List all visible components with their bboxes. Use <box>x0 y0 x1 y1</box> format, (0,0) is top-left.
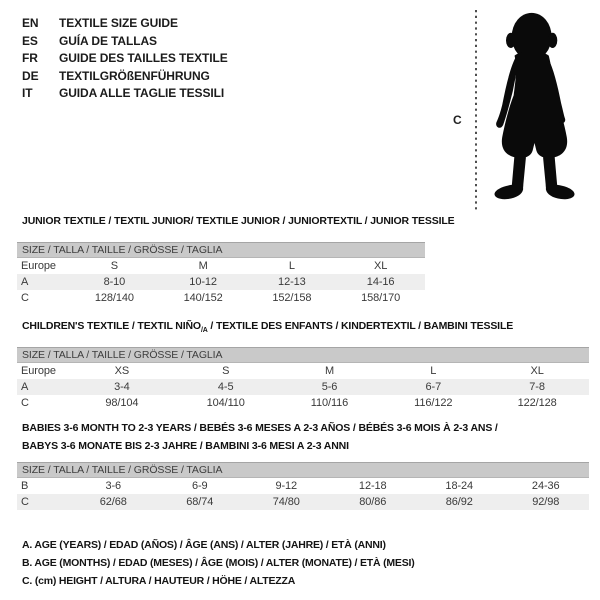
size-cell: L <box>430 365 437 377</box>
size-cell: 92/98 <box>532 496 560 508</box>
height-marker-label: C <box>453 113 462 127</box>
row-label: A <box>21 381 29 393</box>
legend-line-a: A. AGE (YEARS) / EDAD (AÑOS) / ÂGE (ANS) / ALTER (JAHRE) / ETÀ (ANNI) <box>22 539 386 551</box>
size-figure <box>440 4 592 216</box>
size-cell: 4-5 <box>217 381 234 393</box>
legend <box>22 536 415 590</box>
size-cell: 104/110 <box>206 397 245 409</box>
language-label: TEXTILE SIZE GUIDE <box>59 16 178 30</box>
row-label: C <box>21 397 29 409</box>
table-row <box>17 478 589 494</box>
title-subscript: /A <box>200 327 208 335</box>
size-cell: 10-12 <box>189 276 217 288</box>
language-label: GUÍA DE TALLAS <box>59 33 157 48</box>
row-label: A <box>21 276 29 288</box>
row-label: Europe <box>21 365 56 377</box>
table-row <box>17 290 425 306</box>
language-code: IT <box>22 86 33 100</box>
language-code: EN <box>22 16 39 30</box>
size-cell: 3-4 <box>114 381 130 393</box>
size-cell: 110/116 <box>310 397 349 409</box>
size-cell: 86/92 <box>445 496 473 508</box>
title-text: CHILDREN'S TEXTILE / TEXTIL NIÑO <box>22 320 201 332</box>
size-cell: 12-18 <box>358 480 387 492</box>
size-cell: 152/158 <box>272 292 312 304</box>
children-table-grid <box>17 363 589 411</box>
size-cell: 14-16 <box>366 276 395 288</box>
row-label: Europe <box>21 260 56 272</box>
size-cell: XL <box>373 260 388 272</box>
junior-table-grid <box>17 258 425 306</box>
section-title-junior: JUNIOR TEXTILE / TEXTIL JUNIOR/ TEXTILE JUNIOR / JUNIORTEXTIL / JUNIOR TESSILE <box>22 215 455 227</box>
title-line: BABIES 3-6 MONTH TO 2-3 YEARS / BEBÉS 3-6 MESES A 2-3 AÑOS / BÉBÉS 3-6 MOIS À 2-3 ANS / <box>22 422 498 434</box>
table-row <box>17 363 589 379</box>
language-code: ES <box>22 33 38 48</box>
size-cell: L <box>288 260 295 272</box>
table-row <box>17 258 425 274</box>
language-label: GUIDE DES TAILLES TEXTILE <box>59 51 228 65</box>
children-size-table <box>17 347 589 411</box>
size-cell: 18-24 <box>445 480 474 492</box>
size-cell: 68/74 <box>186 496 214 508</box>
language-row <box>22 15 228 33</box>
language-row <box>22 68 228 86</box>
size-cell: 62/68 <box>99 496 127 508</box>
size-header-bar: SIZE / TALLA / TAILLE / GRÖSSE / TAGLIA <box>17 242 425 258</box>
language-row <box>22 33 228 51</box>
size-cell: 8-10 <box>103 276 126 288</box>
legend-line-c: C. (cm) HEIGHT / ALTURA / HAUTEUR / HÖHE / ALTEZZA <box>22 575 296 587</box>
table-row <box>17 395 589 411</box>
size-cell: XL <box>530 365 544 377</box>
size-header-bar: SIZE / TALLA / TAILLE / GRÖSSE / TAGLIA <box>17 347 589 363</box>
size-cell: 80/86 <box>359 496 387 508</box>
language-row <box>22 85 228 103</box>
size-cell: 6-7 <box>425 381 442 393</box>
size-cell: 140/152 <box>183 292 223 304</box>
size-cell: 6-9 <box>191 480 208 492</box>
size-cell: 9-12 <box>275 480 298 492</box>
size-cell: 24-36 <box>531 480 560 492</box>
section-title-children <box>22 320 513 334</box>
size-cell: M <box>324 365 335 377</box>
legend-line-b: B. AGE (MONTHS) / EDAD (MESES) / ÂGE (MOIS) / ALTER (MONATE) / ETÀ (MESI) <box>22 557 415 569</box>
language-code: FR <box>22 51 38 65</box>
size-cell: 7-8 <box>529 381 545 393</box>
language-code: DE <box>22 68 39 83</box>
table-row <box>17 379 589 395</box>
section-title-babies <box>22 419 498 455</box>
size-cell: XS <box>114 365 130 377</box>
size-cell: 74/80 <box>272 496 300 508</box>
language-row <box>22 50 228 68</box>
size-cell: 158/170 <box>361 292 401 304</box>
size-cell: 5-6 <box>321 381 338 393</box>
babies-size-table <box>17 462 589 510</box>
size-cell: 98/104 <box>105 397 139 409</box>
size-cell: 12-13 <box>278 276 306 288</box>
size-cell: 122/128 <box>517 397 557 409</box>
language-label: TEXTILGRÖßENFÜHRUNG <box>59 68 210 83</box>
junior-size-table <box>17 242 425 306</box>
language-label: GUIDA ALLE TAGLIE TESSILI <box>59 86 225 100</box>
babies-table-grid <box>17 478 589 510</box>
size-cell: M <box>198 260 208 272</box>
row-label: C <box>21 292 29 304</box>
baby-silhouette <box>494 13 574 199</box>
size-cell: 3-6 <box>105 480 122 492</box>
title-text: / TEXTILE DES ENFANTS / KINDERTEXTIL / BAMBINI TESSILE <box>207 320 514 332</box>
row-label: C <box>21 496 29 508</box>
language-list <box>22 15 228 103</box>
title-line: BABYS 3-6 MONATE BIS 2-3 JAHRE / BAMBINI 3-6 MESI A 2-3 ANNI <box>22 440 349 452</box>
row-label: B <box>21 480 29 492</box>
table-row <box>17 494 589 510</box>
size-cell: S <box>110 260 118 272</box>
table-row <box>17 274 425 290</box>
size-header-bar: SIZE / TALLA / TAILLE / GRÖSSE / TAGLIA <box>17 462 589 478</box>
size-cell: 128/140 <box>94 292 134 304</box>
size-cell: S <box>222 365 230 377</box>
size-cell: 116/122 <box>414 397 453 409</box>
